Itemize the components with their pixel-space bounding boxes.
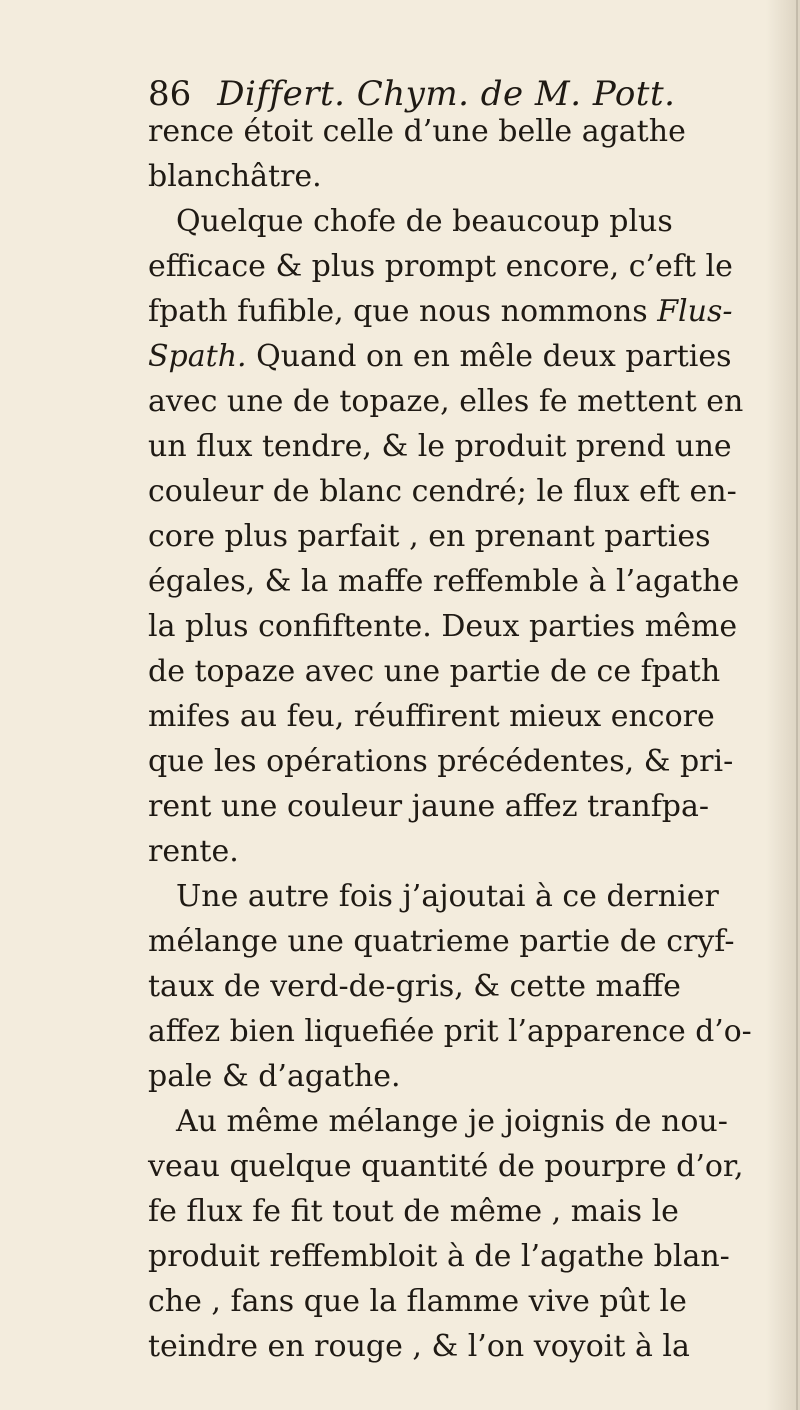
- text-line: fe flux fe fit tout de même , mais le: [148, 1194, 679, 1229]
- text-line: Au même mélange je joignis de nou-: [176, 1104, 728, 1139]
- text-line: rent une couleur jaune affez tranfpa-: [148, 789, 710, 824]
- text-line: taux de verd-de-gris, & cette maffe: [148, 969, 681, 1004]
- text-line: pale & d’agathe.: [148, 1059, 401, 1094]
- text-line: blanchâtre.: [148, 159, 322, 194]
- text-line: Quelque chofe de beaucoup plus: [176, 204, 673, 239]
- text-line: mélange une quatrieme partie de cryf-: [148, 924, 735, 959]
- text-line: affez bien liquefiée prit l’apparence d’o-: [148, 1014, 752, 1049]
- page-edge-shadow: [766, 0, 800, 1410]
- text-line: mifes au feu, réuffirent mieux encore: [148, 699, 715, 734]
- text-line: rence étoit celle d’une belle agathe: [148, 114, 686, 149]
- text-line: de topaze avec une partie de ce fpath: [148, 654, 721, 689]
- text-line: core plus parfait , en prenant parties: [148, 519, 711, 554]
- text-line: Une autre fois j’ajoutai à ce dernier: [176, 879, 719, 914]
- text-line: que les opérations précédentes, & pri-: [148, 744, 734, 779]
- text-line: efficace & plus prompt encore, c’eft le: [148, 249, 733, 284]
- text-line: veau quelque quantité de pourpre d’or,: [148, 1149, 744, 1184]
- page-number: 86: [148, 74, 192, 114]
- text-line: Spath. Quand on en mêle deux parties: [148, 339, 732, 374]
- text-line: che , fans que la flamme vive pût le: [148, 1284, 687, 1319]
- text-line: teindre en rouge , & l’on voyoit à la: [148, 1329, 690, 1364]
- text-line: produit reffembloit à de l’agathe blan-: [148, 1239, 730, 1274]
- page-edge-line: [796, 0, 798, 1410]
- running-title: Differt. Chym. de M. Pott.: [217, 74, 676, 114]
- text-line: un flux tendre, & le produit prend une: [148, 429, 732, 464]
- text-line: égales, & la maffe reffemble à l’agathe: [148, 564, 740, 599]
- text-line: rente.: [148, 834, 239, 869]
- text-line: fpath fufible, que nous nommons Flus-: [148, 294, 733, 329]
- text-line: couleur de blanc cendré; le flux eft en-: [148, 474, 737, 509]
- text-line: avec une de topaze, elles fe mettent en: [148, 384, 744, 419]
- text-line: la plus confiftente. Deux parties même: [148, 609, 738, 644]
